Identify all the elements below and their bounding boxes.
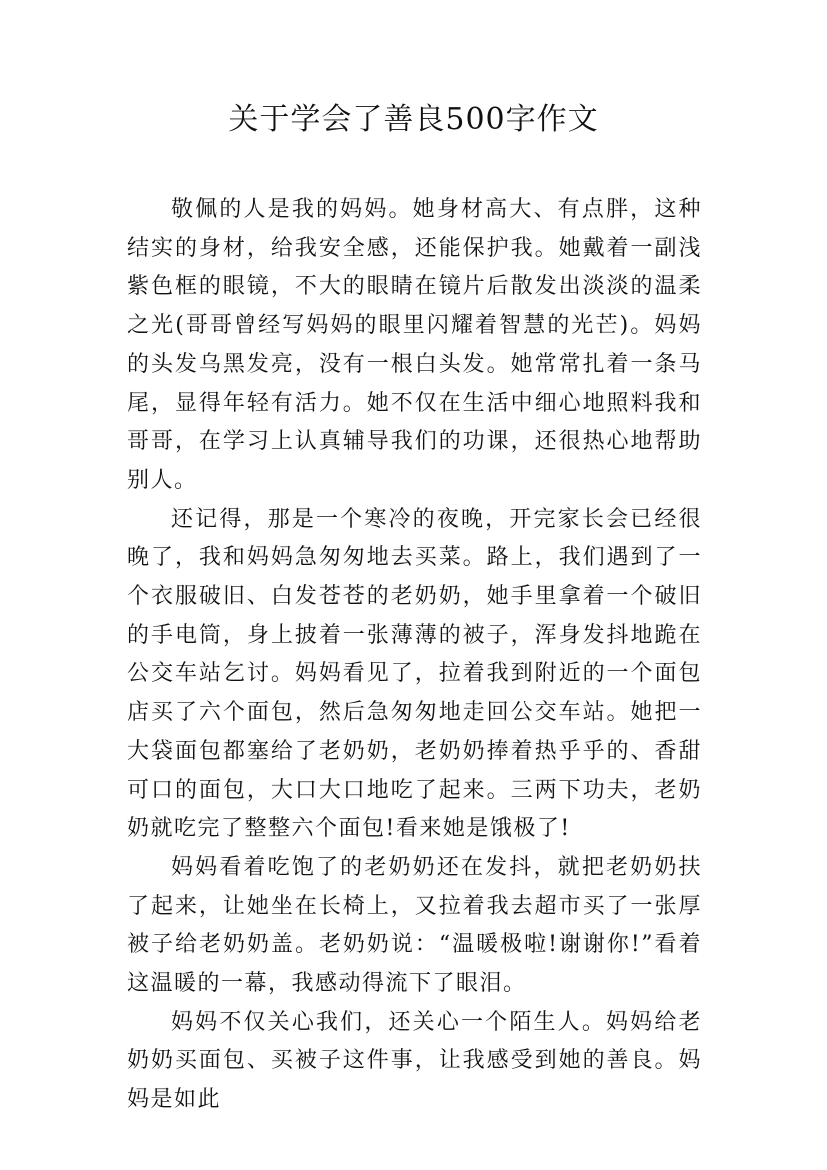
document-body [127,191,702,1120]
paragraph: 敬佩的人是我的妈妈。她身材高大、有点胖，这种结实的身材，给我安全感，还能保护我。她戴着一副浅紫色框的眼镜，不大的眼睛在镜片后散发出淡淡的温柔之光(哥哥曾经写妈妈的眼里闪耀着智慧的光芒)。妈妈的头发乌黑发亮，没有一根白头发。她常常扎着一条马尾，显得年轻有活力。她不仅在生活中细心地照料我和哥哥，在学习上认真辅导我们的功课，还很热心地帮助别人。 [127,197,702,493]
paragraph: 还记得，那是一个寒冷的夜晚，开完家长会已经很晚了，我和妈妈急匆匆地去买菜。路上，我们遇到了一个衣服破旧、白发苍苍的老奶奶，她手里拿着一个破旧的手电筒，身上披着一张薄薄的被子，浑身发抖地跪在公交车站乞讨。妈妈看见了，拉着我到附近的一个面包店买了六个面包，然后急匆匆地走回公交车站。她把一大袋面包都塞给了老奶奶，老奶奶捧着热乎乎的、香甜可口的面包，大口大口地吃了起来。三两下功夫，老奶奶就吃完了整整六个面包!看来她是饿极了! [127,506,702,842]
paragraph: 妈妈看着吃饱了的老奶奶还在发抖，就把老奶奶扶了起来，让她坐在长椅上，又拉着我去超市买了一张厚被子给老奶奶盖。老奶奶说：“温暖极啦!谢谢你!”看着这温暖的一幕，我感动得流下了眼泪。 [127,854,702,997]
document-title: 关于学会了善良500字作文 [228,102,599,137]
paragraph: 妈妈不仅关心我们，还关心一个陌生人。妈妈给老奶奶买面包、买被子这件事，让我感受到她的善良。妈妈是如此 [127,1009,702,1113]
